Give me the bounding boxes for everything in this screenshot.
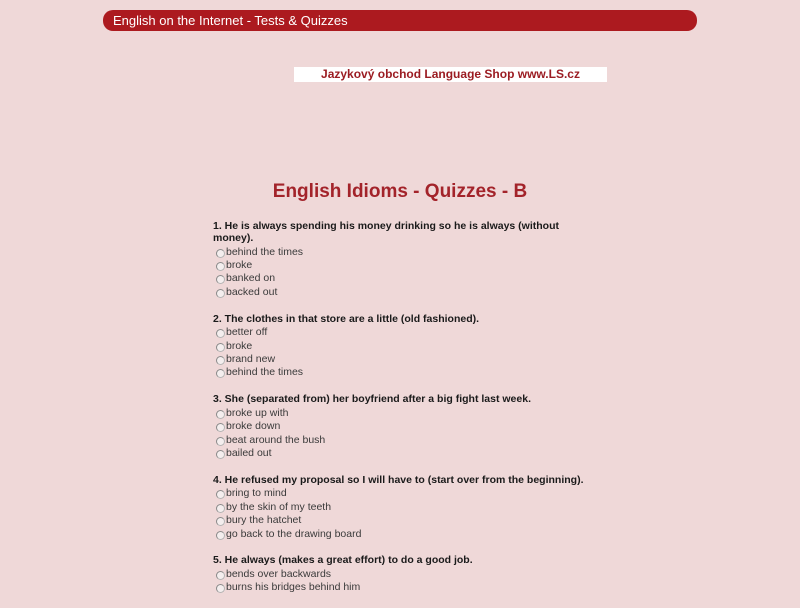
radio-button[interactable] (216, 490, 225, 499)
question-2 (213, 313, 593, 380)
question-text: 1. He is always spending his money drinking so he is always (without money). (213, 220, 560, 244)
question-4 (213, 474, 593, 541)
question-1 (213, 220, 593, 299)
radio-button[interactable] (216, 517, 225, 526)
answer-option[interactable] (213, 513, 593, 526)
answer-option[interactable] (213, 500, 593, 513)
option-label: backed out (226, 285, 278, 298)
answer-option[interactable] (213, 245, 593, 258)
option-label: by the skin of my teeth (226, 500, 332, 513)
option-label: burns his bridges behind him (226, 581, 361, 594)
language-shop-link[interactable]: Jazykový obchod Language Shop www.LS.cz (294, 67, 607, 82)
radio-button[interactable] (216, 504, 225, 513)
question-text: 4. He refused my proposal so I will have to (start over from the beginning). (213, 473, 584, 486)
option-label: bring to mind (226, 487, 287, 500)
option-label: bailed out (226, 446, 272, 459)
answer-option[interactable] (213, 446, 593, 459)
question-3 (213, 393, 593, 460)
option-label: broke (226, 339, 253, 352)
option-label: broke (226, 259, 253, 272)
radio-button[interactable] (216, 356, 225, 365)
option-label: behind the times (226, 366, 304, 379)
radio-button[interactable] (216, 531, 225, 540)
answer-option[interactable] (213, 339, 593, 352)
answer-option[interactable] (213, 366, 593, 379)
question-text: 5. He always (makes a great effort) to do a good job. (213, 554, 473, 567)
radio-button[interactable] (216, 437, 225, 446)
radio-button[interactable] (216, 571, 225, 580)
radio-button[interactable] (216, 262, 225, 271)
answer-option[interactable] (213, 581, 593, 594)
radio-button[interactable] (216, 410, 225, 419)
question-text: 2. The clothes in that store are a little (old fashioned). (213, 312, 480, 325)
site-header-bar (103, 10, 697, 31)
radio-button[interactable] (216, 584, 225, 593)
option-label: go back to the drawing board (226, 527, 362, 540)
radio-button[interactable] (216, 450, 225, 459)
option-label: banked on (226, 272, 276, 285)
answer-option[interactable] (213, 406, 593, 419)
quiz-form (213, 220, 593, 608)
radio-button[interactable] (216, 423, 225, 432)
question-5 (213, 554, 593, 594)
radio-button[interactable] (216, 249, 225, 258)
option-label: broke down (226, 420, 281, 433)
option-label: broke up with (226, 406, 289, 419)
answer-option[interactable] (213, 258, 593, 271)
answer-option[interactable] (213, 487, 593, 500)
radio-button[interactable] (216, 275, 225, 284)
answer-option[interactable] (213, 285, 593, 298)
site-title: English on the Internet - Tests & Quizzes (113, 13, 348, 28)
answer-option[interactable] (213, 272, 593, 285)
question-text: 3. She (separated from) her boyfriend after a big fight last week. (213, 393, 531, 406)
radio-button[interactable] (216, 289, 225, 298)
answer-option[interactable] (213, 420, 593, 433)
radio-button[interactable] (216, 329, 225, 338)
option-label: behind the times (226, 245, 304, 258)
option-label: better off (226, 326, 268, 339)
answer-option[interactable] (213, 326, 593, 339)
page-title: English Idioms - Quizzes - B (272, 181, 528, 202)
option-label: bends over backwards (226, 567, 332, 580)
option-label: brand new (226, 353, 276, 366)
answer-option[interactable] (213, 352, 593, 365)
answer-option[interactable] (213, 567, 593, 580)
radio-button[interactable] (216, 369, 225, 378)
option-label: bury the hatchet (226, 514, 302, 527)
answer-option[interactable] (213, 433, 593, 446)
option-label: beat around the bush (226, 433, 326, 446)
radio-button[interactable] (216, 343, 225, 352)
answer-option[interactable] (213, 527, 593, 540)
